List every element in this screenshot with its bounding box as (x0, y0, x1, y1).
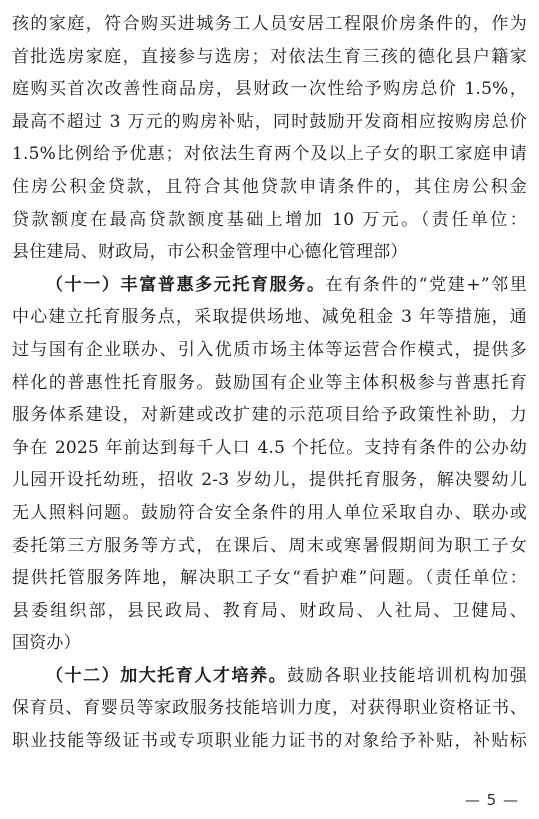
section-heading-11: （十一）丰富普惠多元托育服务。 (46, 274, 326, 295)
text-line: 保育员、育婴员等家政服务技能培训力度，对获得职业资格证书、 (12, 698, 527, 719)
text-line: 样化的普惠性托育服务。鼓励国有企业等主体积极参与普惠托育 (12, 372, 527, 393)
text-line: 最高不超过 3 万元的购房补贴，同时鼓励开发商相应按购房总价 (12, 111, 527, 132)
paragraph-housing-support (12, 8, 527, 269)
text-line: 首批选房家庭，直接参与选房；对依法生育三孩的德化县户籍家 (12, 46, 527, 67)
text-line: 提供托管服务阵地，解决职工子女“看护难”问题。（责任单位： (12, 568, 527, 589)
paragraph-first-line (12, 269, 527, 302)
text-segment: 在有条件的“党建+”邻里 (325, 274, 527, 295)
page-number: — 5 — (464, 791, 519, 809)
paragraph-childcare-services (12, 269, 527, 660)
text-line: 贷款额度在最高贷款额度基础上增加 10 万元。（责任单位： (12, 209, 527, 230)
paragraph-childcare-talent (12, 660, 527, 758)
text-line: 中心建立托育服务点，采取提供场地、减免租金 3 年等措施，通 (12, 307, 527, 328)
text-line: 职业技能等级证书或专项职业能力证书的对象给予补贴，补贴标 (12, 731, 527, 752)
text-line: 县委组织部，县民政局、教育局、财政局、人社局、卫健局、 (12, 600, 527, 621)
text-line: 无人照料问题。鼓励符合安全条件的用人单位采取自办、联办或 (12, 502, 527, 523)
text-segment: 鼓励各职业技能培训机构加强 (287, 665, 527, 686)
text-line: 过与国有企业联办、引入优质市场主体等运营合作模式，提供多 (12, 339, 527, 360)
text-line: 国资办） (12, 633, 81, 654)
text-line: 孩的家庭，符合购买进城务工人员安居工程限价房条件的，作为 (12, 14, 527, 34)
text-line: 委托第三方服务等方式，在课后、周末或寒暑假期间为职工子女 (12, 535, 527, 556)
paragraph-first-line (12, 660, 527, 693)
text-line: 儿园开设托幼班，招收 2-3 岁幼儿，提供托育服务，解决婴幼儿 (12, 470, 527, 491)
text-line: 住房公积金贷款，且符合其他贷款申请条件的，其住房公积金 (12, 176, 527, 197)
section-heading-12: （十二）加大托育人才培养。 (46, 665, 288, 686)
text-line: 服务体系建设，对新建或改扩建的示范项目给予政策性补助，力 (12, 405, 527, 426)
text-line: 1.5%比例给予优惠；对依法生育两个及以上子女的职工家庭申请 (12, 144, 527, 165)
text-line: 争在 2025 年前达到每千人口 4.5 个托位。支持有条件的公办幼 (12, 437, 527, 458)
text-line: 县住建局、财政局，市公积金管理中心德化管理部） (12, 242, 408, 263)
text-line: 庭购买首次改善性商品房，县财政一次性给予购房总价 1.5%， (12, 79, 527, 100)
document-page (12, 8, 527, 758)
